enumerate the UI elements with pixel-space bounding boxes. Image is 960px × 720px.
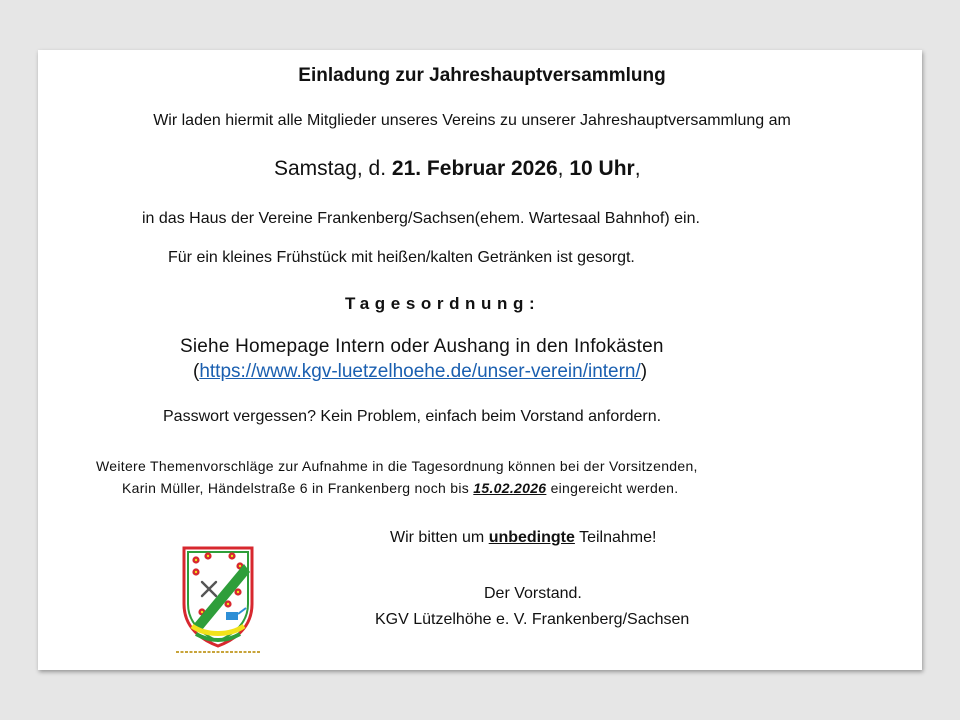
themes-line-1: Weitere Themenvorschläge zur Aufnahme in die Tagesordnung können bei der Vorsitzenden, — [96, 458, 698, 474]
date-value: 21. Februar 2026 — [391, 157, 558, 180]
url-open-paren: ( — [193, 361, 200, 382]
time-value: 10 Uhr — [569, 157, 635, 180]
date-suffix: , — [634, 157, 641, 180]
invitation-title: Einladung zur Jahreshauptversammlung — [298, 65, 666, 86]
themes-line-2-prefix: Karin Müller, Händelstraße 6 in Frankenberg noch bis — [122, 480, 474, 496]
homepage-note: Siehe Homepage Intern oder Aushang in den Infokästen — [180, 336, 664, 357]
participation-request — [390, 529, 656, 547]
intern-link[interactable]: https://www.kgv-luetzelhoehe.de/unser-verein/intern/ — [199, 361, 641, 382]
meeting-place: in das Haus der Vereine Frankenberg/Sachsen(ehem. Wartesaal Bahnhof) ein. — [142, 210, 700, 227]
date-separator: , — [557, 157, 570, 180]
request-emphasis: unbedingte — [488, 529, 575, 546]
url-close-paren: ) — [640, 361, 648, 382]
request-suffix: Teilnahme! — [574, 529, 657, 546]
themes-line-2 — [122, 480, 678, 496]
themes-line-2-suffix: eingereicht werden. — [546, 480, 679, 496]
slide — [38, 50, 922, 670]
intro-text: Wir laden hiermit alle Mitglieder unseres Vereins zu unserer Jahreshauptversammlung am — [153, 112, 791, 129]
signature: Der Vorstand. — [484, 585, 582, 602]
meeting-date — [274, 157, 641, 181]
themes-deadline: 15.02.2026 — [473, 480, 547, 496]
breakfast-note: Für ein kleines Frühstück mit heißen/kalten Getränken ist gesorgt. — [168, 249, 635, 266]
request-prefix: Wir bitten um — [390, 529, 489, 546]
password-note: Passwort vergessen? Kein Problem, einfach beim Vorstand anfordern. — [163, 408, 662, 425]
club-crest-logo — [172, 542, 264, 658]
url-line — [193, 361, 647, 383]
agenda-heading: Tagesordnung: — [345, 294, 541, 313]
date-prefix: Samstag, d. — [274, 157, 387, 180]
club-name: KGV Lützelhöhe e. V. Frankenberg/Sachsen — [375, 611, 690, 628]
